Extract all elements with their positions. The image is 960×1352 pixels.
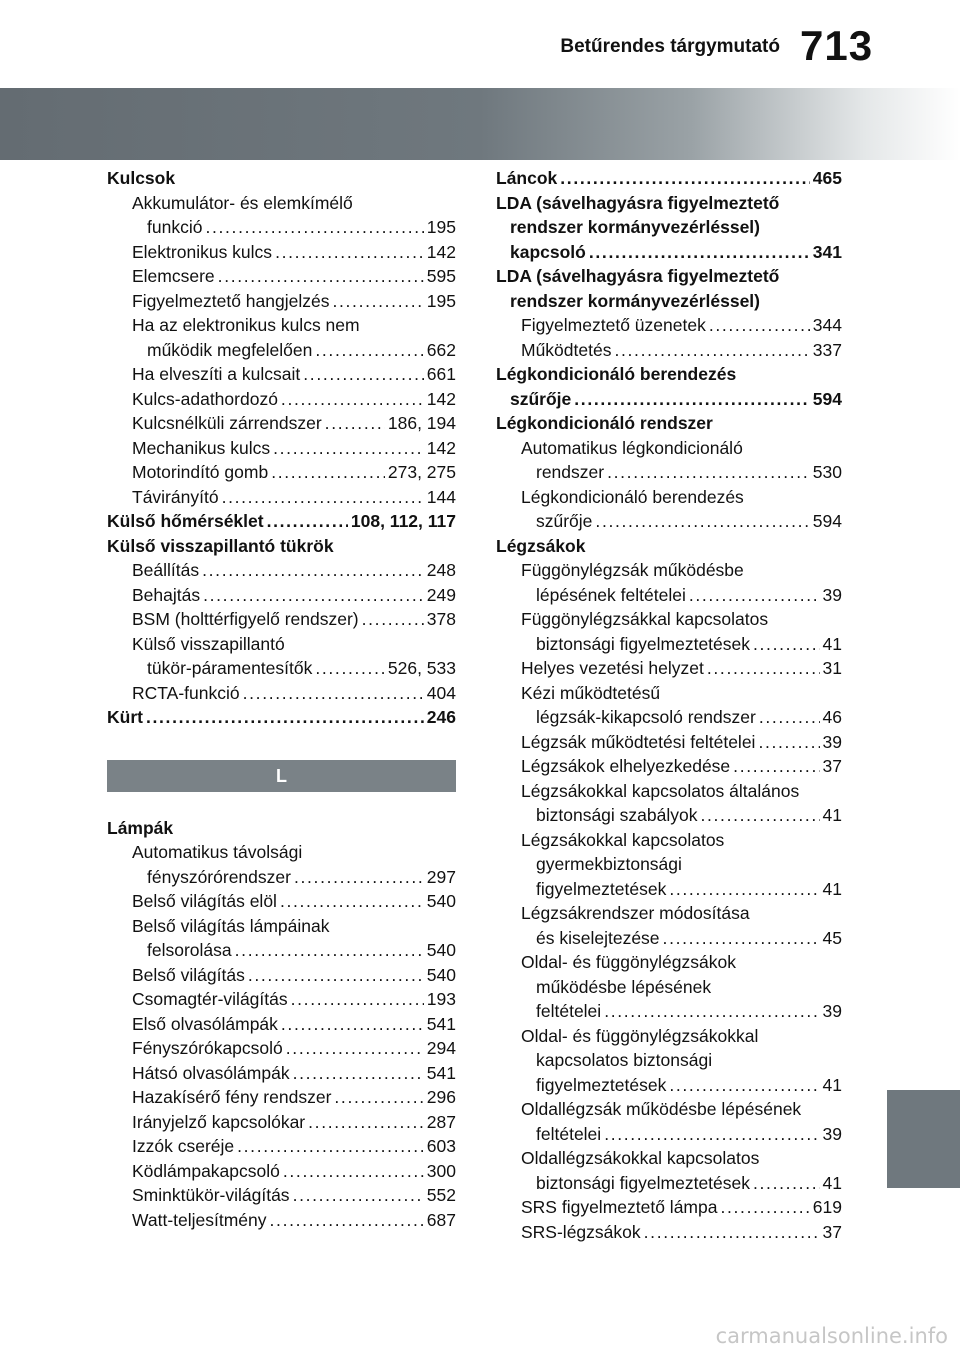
dot-leader: [669, 1073, 819, 1098]
index-entry-page: 142: [426, 437, 456, 458]
index-line: Automatikus légkondicionáló: [521, 437, 743, 458]
index-entry-page: 41: [822, 1074, 842, 1095]
dot-leader: [270, 1208, 424, 1233]
index-entry-page: 246: [426, 707, 456, 727]
index-entry: [107, 485, 456, 510]
index-entry: [496, 240, 842, 265]
index-entry: [107, 705, 456, 730]
page-header: [0, 0, 960, 88]
index-entry: [107, 509, 456, 534]
index-entry: [107, 1183, 456, 1208]
dot-leader: [235, 938, 424, 963]
index-entry-page: 337: [812, 339, 842, 360]
index-entry-page: 404: [426, 682, 456, 703]
index-entry: [496, 460, 842, 485]
dot-leader: [146, 705, 424, 730]
index-heading: LDA (sávelhagyásra figyelmeztető: [496, 266, 780, 286]
index-entry: [496, 926, 842, 951]
dot-leader: [758, 730, 819, 755]
index-entry-label: Figyelmeztető hangjelzés: [132, 290, 330, 311]
page-number: 713: [800, 22, 874, 69]
index-entry-label: feltételei: [536, 1001, 602, 1021]
index-entry-page: 41: [822, 633, 842, 654]
index-entry: [107, 1159, 456, 1184]
index-entry-label: Hazakísérő fény rendszer: [132, 1087, 332, 1107]
index-entry-label: biztonsági figyelmeztetések: [536, 1172, 750, 1193]
dot-leader: [689, 583, 820, 608]
index-entry: [107, 889, 456, 914]
index-entry-page: 540: [426, 940, 456, 960]
dot-leader: [707, 656, 820, 681]
index-entry: [107, 411, 456, 436]
dot-leader: [280, 889, 424, 914]
index-entry: [496, 387, 842, 412]
index-entry-page: 186, 194: [387, 413, 456, 433]
index-entry-label: figyelmeztetések: [536, 878, 667, 899]
index-entry-page: 41: [822, 878, 842, 899]
index-heading: Légzsákok: [496, 535, 586, 556]
index-entry: [496, 338, 842, 363]
index-entry-label: Figyelmeztető üzenetek: [521, 315, 706, 335]
index-entry-label: feltételei: [536, 1123, 602, 1144]
index-entry-label: funkció: [147, 217, 203, 237]
dot-leader: [273, 436, 424, 461]
index-entry-page: 619: [812, 1197, 842, 1217]
index-entry-label: Mechanikus kulcs: [132, 437, 271, 458]
index-entry: [107, 1085, 456, 1110]
index-entry-label: tükör-páramentesítők: [147, 658, 313, 678]
dot-leader: [293, 1061, 424, 1086]
index-line: rendszer kormányvezérléssel): [510, 217, 760, 237]
index-entry: [107, 681, 456, 706]
index-entry: [107, 865, 456, 890]
index-line: működésbe lépésének: [536, 976, 712, 997]
index-entry: [107, 558, 456, 583]
index-entry-label: és kiselejtezése: [536, 927, 660, 948]
index-entry-label: figyelmeztetések: [536, 1074, 667, 1095]
index-entry-label: Sminktükör-világítás: [132, 1185, 290, 1205]
index-entry-label: Irányjelző kapcsolókar: [132, 1111, 306, 1132]
index-entry-label: Légzsák működtetési feltételei: [521, 731, 756, 752]
index-entry-page: 41: [822, 1172, 842, 1193]
index-entry-page: 687: [426, 1209, 456, 1230]
index-entry: [107, 1012, 456, 1037]
dot-leader: [669, 877, 819, 902]
index-entry-page: 37: [822, 756, 842, 776]
index-entry: [107, 289, 456, 314]
index-entry-page: 37: [822, 1221, 842, 1242]
index-entry-page: 41: [822, 805, 842, 825]
dot-leader: [283, 1159, 424, 1184]
index-entry: [107, 215, 456, 240]
dot-leader: [281, 387, 424, 412]
index-entry: [496, 1073, 842, 1098]
dot-leader: [325, 411, 385, 436]
dot-leader: [560, 166, 810, 191]
index-entry-page: 595: [426, 266, 456, 286]
index-entry-page: 195: [426, 290, 456, 311]
index-entry-page: 46: [822, 707, 842, 727]
index-entry-page: 273, 275: [387, 462, 456, 482]
dot-leader: [293, 1183, 424, 1208]
dot-leader: [753, 1171, 820, 1196]
footer-watermark: carmanualsonline.info: [715, 1324, 948, 1348]
index-entry-label: lépésének feltételei: [536, 584, 686, 605]
index-entry-label: SRS-légzsákok: [521, 1221, 641, 1242]
index-entry-page: 195: [426, 217, 456, 237]
index-entry-label: Ha elveszíti a kulcsait: [132, 364, 301, 384]
index-line: gyermekbiztonsági: [536, 854, 682, 874]
index-entry-page: 300: [426, 1160, 456, 1181]
index-entry-page: 294: [426, 1038, 456, 1058]
index-entry-page: 142: [426, 241, 456, 262]
index-entry: [496, 583, 842, 608]
index-entry: [496, 754, 842, 779]
index-entry-page: 530: [812, 462, 842, 482]
index-entry: [107, 1036, 456, 1061]
index-entry: [107, 362, 456, 387]
index-line: Légkondicionáló berendezés: [521, 486, 744, 507]
index-entry: [107, 1061, 456, 1086]
index-entry: [107, 963, 456, 988]
dot-leader: [733, 754, 819, 779]
index-entry-page: 540: [426, 964, 456, 985]
index-entry: [496, 705, 842, 730]
index-line: Kézi működtetésű: [521, 682, 661, 703]
index-entry-page: 249: [426, 584, 456, 605]
index-entry-label: Ködlámpakapcsoló: [132, 1160, 280, 1181]
index-entry-label: Motorindító gomb: [132, 462, 269, 482]
index-entry-page: 541: [426, 1013, 456, 1034]
index-entry-label: szűrője: [510, 388, 572, 409]
index-entry-page: 193: [426, 989, 456, 1009]
index-line: Függönylégzsák működésbe: [521, 560, 744, 580]
index-entry-label: fényszórórendszer: [147, 866, 291, 887]
index-line: Külső visszapillantó: [132, 633, 285, 654]
dot-leader: [308, 1110, 424, 1135]
index-entry-label: Izzók cseréje: [132, 1136, 235, 1156]
index-entry: [496, 999, 842, 1024]
dot-leader: [315, 338, 423, 363]
dot-leader: [607, 460, 810, 485]
index-entry-label: Külső hőmérséklet: [107, 511, 264, 531]
index-entry-label: Belső világítás: [132, 964, 245, 985]
header-title: Betűrendes tárgymutató: [560, 36, 780, 57]
index-entry: [107, 1208, 456, 1233]
index-line: Légzsákrendszer módosítása: [521, 903, 750, 923]
dot-leader: [753, 632, 820, 657]
index-entry-page: 344: [812, 315, 842, 335]
index-entry-page: 144: [426, 486, 456, 507]
index-line: Belső világítás lámpáinak: [132, 915, 330, 936]
index-column-left: [107, 166, 456, 1232]
index-entry-label: Watt-teljesítmény: [132, 1209, 267, 1230]
index-entry: [496, 730, 842, 755]
section-letter-bar: L: [107, 760, 456, 792]
index-line: Oldallégzsák működésbe lépésének: [521, 1099, 802, 1119]
index-entry-label: Távirányító: [132, 486, 219, 507]
index-entry-page: 39: [822, 731, 842, 752]
dot-leader: [237, 1134, 424, 1159]
index-entry-label: BSM (holttérfigyelő rendszer): [132, 609, 359, 629]
index-line: Oldallégzsákokkal kapcsolatos: [521, 1148, 760, 1168]
index-entry-page: 540: [426, 891, 456, 911]
dot-leader: [286, 1036, 424, 1061]
index-entry-label: Láncok: [496, 168, 558, 188]
index-entry-page: 31: [822, 658, 842, 678]
index-entry-label: felsorolása: [147, 940, 232, 960]
index-line: rendszer kormányvezérléssel): [510, 290, 760, 311]
index-entry-page: 297: [426, 866, 456, 887]
index-entry: [496, 1220, 842, 1245]
index-heading: Légkondicionáló berendezés: [496, 364, 737, 384]
index-entry-page: 39: [822, 584, 842, 605]
index-entry-page: 662: [426, 339, 456, 360]
index-entry-page: 378: [426, 609, 456, 629]
index-entry: [107, 607, 456, 632]
index-line: Légzsákokkal kapcsolatos: [521, 829, 725, 850]
dot-leader: [604, 999, 819, 1024]
index-entry-label: működik megfelelően: [147, 339, 313, 360]
index-entry-label: Kulcsnélküli zárrendszer: [132, 413, 322, 433]
index-entry-page: 39: [822, 1001, 842, 1021]
index-entry: [107, 656, 456, 681]
index-entry-label: Behajtás: [132, 584, 201, 605]
dot-leader: [291, 987, 424, 1012]
index-entry-label: Kulcs-adathordozó: [132, 388, 278, 409]
index-entry: [107, 938, 456, 963]
dot-leader: [709, 313, 810, 338]
dot-leader: [243, 681, 424, 706]
index-line: Akkumulátor- és elemkímélő: [132, 192, 353, 213]
index-line: Automatikus távolsági: [132, 842, 303, 862]
dot-leader: [203, 583, 424, 608]
dot-leader: [315, 656, 385, 681]
index-entry: [496, 803, 842, 828]
index-entry-page: 465: [812, 168, 842, 188]
dot-leader: [595, 509, 809, 534]
dot-leader: [202, 558, 424, 583]
index-entry-label: Elemcsere: [132, 266, 215, 286]
dot-leader: [700, 803, 819, 828]
index-line: kapcsolatos biztonsági: [536, 1050, 713, 1070]
dot-leader: [759, 705, 820, 730]
index-entry-page: 142: [426, 388, 456, 409]
index-entry-page: 45: [822, 927, 842, 948]
index-entry-label: Elektronikus kulcs: [132, 241, 273, 262]
index-heading: LDA (sávelhagyásra figyelmeztető: [496, 192, 780, 213]
index-line: Függönylégzsákkal kapcsolatos: [521, 609, 769, 629]
index-entry-page: 296: [426, 1087, 456, 1107]
index-heading: Légkondicionáló rendszer: [496, 413, 713, 433]
index-entry-label: Légzsákok elhelyezkedése: [521, 756, 731, 776]
index-group-l: [107, 816, 456, 1233]
index-entry-page: 108, 112, 117: [350, 511, 456, 531]
index-entry-page: 661: [426, 364, 456, 384]
index-entry-label: Hátsó olvasólámpák: [132, 1062, 290, 1083]
index-line: Oldal- és függönylégzsákokkal: [521, 1025, 759, 1046]
index-entry-label: biztonsági figyelmeztetések: [536, 633, 750, 654]
index-entry-page: 287: [426, 1111, 456, 1132]
index-line: Ha az elektronikus kulcs nem: [132, 315, 360, 335]
dot-leader: [267, 509, 348, 534]
index-entry-page: 594: [812, 511, 842, 531]
dot-leader: [271, 460, 385, 485]
dot-leader: [334, 1085, 423, 1110]
index-entry-label: biztonsági szabályok: [536, 805, 698, 825]
index-entry-label: légzsák-kikapcsoló rendszer: [536, 707, 756, 727]
dot-leader: [294, 865, 424, 890]
index-entry-label: Belső világítás elöl: [132, 891, 277, 911]
dot-leader: [604, 1122, 819, 1147]
index-entry: [496, 877, 842, 902]
index-entry: [107, 1134, 456, 1159]
index-group-k: [107, 166, 456, 730]
index-entry: [107, 583, 456, 608]
dot-leader: [248, 963, 424, 988]
index-column-right: [496, 166, 842, 1244]
index-entry-page: 552: [426, 1185, 456, 1205]
index-entry: [496, 1122, 842, 1147]
thumb-index-tab: [887, 1090, 960, 1188]
index-entry-page: 594: [812, 388, 842, 409]
index-entry: [496, 656, 842, 681]
dot-leader: [205, 215, 423, 240]
dot-leader: [589, 240, 810, 265]
index-entry-page: 526, 533: [387, 658, 456, 678]
index-entry: [107, 387, 456, 412]
index-entry-label: szűrője: [536, 511, 593, 531]
index-entry: [107, 264, 456, 289]
index-heading: Kulcsok: [107, 168, 176, 188]
index-entry: [496, 166, 842, 191]
index-entry-label: Beállítás: [132, 560, 200, 580]
dot-leader: [303, 362, 424, 387]
index-entry: [496, 1195, 842, 1220]
index-entry-page: 341: [812, 241, 842, 262]
index-entry-label: Kürt: [107, 707, 143, 727]
index-entry-label: Működtetés: [521, 339, 612, 360]
index-entry-page: 39: [822, 1123, 842, 1144]
index-entry: [496, 509, 842, 534]
index-entry-label: Fényszórókapcsoló: [132, 1038, 283, 1058]
dot-leader: [222, 485, 424, 510]
index-entry-page: 603: [426, 1136, 456, 1156]
index-entry-label: Csomagtér-világítás: [132, 989, 288, 1009]
index-entry-page: 541: [426, 1062, 456, 1083]
index-heading: Lámpák: [107, 817, 174, 838]
dot-leader: [218, 264, 424, 289]
header-band: [0, 88, 960, 160]
index-entry-label: SRS figyelmeztető lámpa: [521, 1197, 718, 1217]
index-entry: [107, 1110, 456, 1135]
index-entry-label: Első olvasólámpák: [132, 1013, 278, 1034]
index-entry: [496, 313, 842, 338]
index-entry: [107, 460, 456, 485]
index-entry-label: Helyes vezetési helyzet: [521, 658, 704, 678]
index-entry-label: RCTA-funkció: [132, 682, 240, 703]
index-entry: [107, 240, 456, 265]
dot-leader: [720, 1195, 809, 1220]
dot-leader: [275, 240, 424, 265]
dot-leader: [574, 387, 810, 412]
dot-leader: [644, 1220, 820, 1245]
dot-leader: [362, 607, 424, 632]
index-entry: [107, 436, 456, 461]
index-entry: [107, 987, 456, 1012]
index-heading: Külső visszapillantó tükrök: [107, 535, 334, 556]
index-entry-label: rendszer: [536, 462, 605, 482]
index-entry-page: 248: [426, 560, 456, 580]
dot-leader: [663, 926, 820, 951]
index-entry-label: kapcsoló: [510, 241, 586, 262]
index-entry: [107, 338, 456, 363]
dot-leader: [281, 1012, 424, 1037]
index-line: Légzsákokkal kapcsolatos általános: [521, 780, 800, 801]
dot-leader: [614, 338, 809, 363]
index-line: Oldal- és függönylégzsákok: [521, 952, 736, 972]
index-entry: [496, 1171, 842, 1196]
dot-leader: [332, 289, 423, 314]
index-entry: [496, 632, 842, 657]
